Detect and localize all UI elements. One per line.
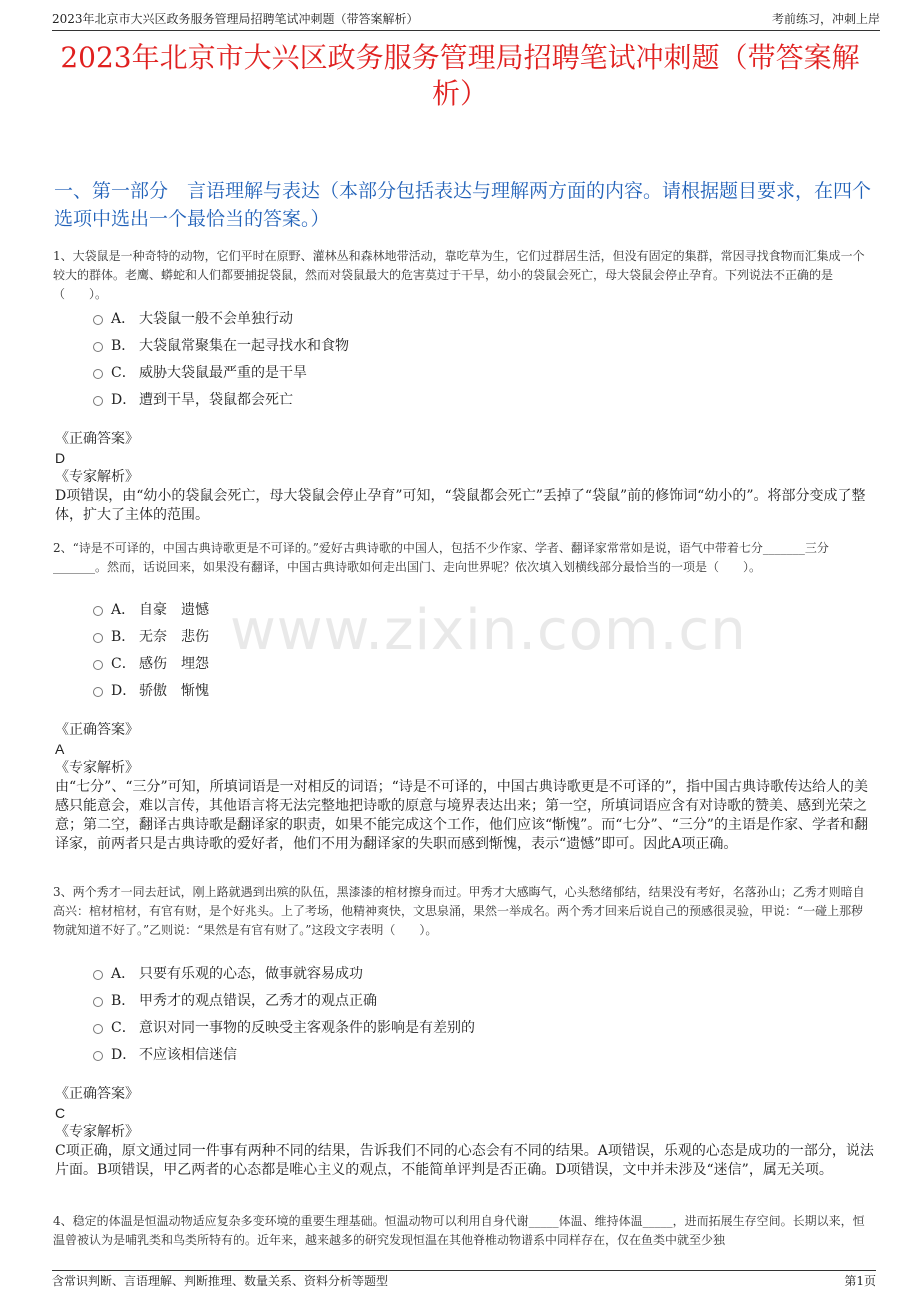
radio-icon[interactable]	[93, 315, 103, 325]
option-b[interactable]: B． 大袋鼠常聚集在一起寻找水和食物	[93, 331, 349, 358]
explanation-text: 由“七分”、“三分”可知，所填词语是一对相反的词语；“诗是不可译的，中国古典诗歌更是不可译的”，指中国古典诗歌传达给人的美感只能意会，难以言传，其他语言将无法完整地把诗歌的原意与境界表达出来；第一空，所填词语应含有对诗歌的赞美、感到光荣之意；第二空，翻译古典诗歌是翻译家的职责，如果不能完成这个工作，他们应该“惭愧”。而“七分”、“三分”的主语是作家、学者和翻译家，前两者只是古典诗歌的爱好者，他们不用为翻译家的失职而感到惭愧，表示“遗憾”即可。因此A项正确。	[55, 779, 868, 852]
radio-icon[interactable]	[93, 997, 103, 1007]
option-d[interactable]: D． 遭到干旱，袋鼠都会死亡	[93, 385, 349, 412]
explanation-label: 《专家解析》	[55, 469, 139, 485]
option-c[interactable]: C． 威胁大袋鼠最严重的是干旱	[93, 358, 349, 385]
question-1-text: 1、大袋鼠是一种奇特的动物，它们平时在原野、灌林丛和森林地带活动，靠吃草为生，它们过群居生活，但没有固定的集群，常因寻找食物而汇集成一个较大的群体。老鹰、蟒蛇和人们都要捕捉袋鼠，然而对袋鼠最大的危害莫过于干旱，幼小的袋鼠会死亡，母大袋鼠会停止孕育。下列说法不正确的是（ ）。	[53, 249, 865, 301]
explanation-text: C项正确，原文通过同一件事有两种不同的结果，告诉我们不同的心态会有不同的结果。A项错误，乐观的心态是成功的一部分，说法片面。B项错误，甲乙两者的心态都是唯心主义的观点，不能简单评判是否正确。D项错误，文中并未涉及“迷信”，属无关项。	[55, 1143, 874, 1178]
page-footer	[52, 1270, 876, 1291]
radio-icon[interactable]	[93, 970, 103, 980]
option-c[interactable]: C． 感伤 埋怨	[93, 649, 209, 676]
option-a[interactable]: A． 大袋鼠一般不会单独行动	[93, 304, 349, 331]
question-1-answer	[55, 429, 874, 525]
radio-icon[interactable]	[93, 633, 103, 643]
radio-icon[interactable]	[93, 342, 103, 352]
radio-icon[interactable]	[93, 606, 103, 616]
question-3-text: 3、两个秀才一同去赶试，刚上路就遇到出殡的队伍，黑漆漆的棺材擦身而过。甲秀才大感晦气，心头愁绪郁结，结果没有考好，名落孙山；乙秀才则暗自高兴：棺材棺材，有官有财，是个好兆头。上了考场，他精神爽快，文思泉涌，果然一举成名。两个秀才回来后说自己的预感很灵验，甲说：“一碰上那秽物就知道不好了。”乙则说：“果然是有官有财了。”这段文字表明（ ）。	[53, 885, 865, 937]
answer-value: C	[55, 1105, 66, 1121]
radio-icon[interactable]	[93, 369, 103, 379]
answer-label: 《正确答案》	[55, 431, 139, 447]
answer-label: 《正确答案》	[55, 722, 139, 738]
explanation-text: D项错误，由“幼小的袋鼠会死亡，母大袋鼠会停止孕育”可知，“袋鼠都会死亡”丢掉了“袋鼠”前的修饰词“幼小的”。将部分变成了整体，扩大了主体的范围。	[55, 488, 866, 523]
page-header	[52, 10, 880, 31]
radio-icon[interactable]	[93, 1024, 103, 1034]
option-c[interactable]: C． 意识对同一事物的反映受主客观条件的影响是有差别的	[93, 1013, 475, 1040]
question-4-text: 4、稳定的体温是恒温动物适应复杂多变环境的重要生理基础。恒温动物可以利用自身代谢_____体温、维持体温_____，进而拓展生存空间。长期以来，恒温曾被认为是哺乳类和鸟类所特有的。近年来，越来越多的研究发现恒温在其他脊椎动物谱系中同样存在，仅在鱼类中就至少独	[53, 1214, 865, 1247]
radio-icon[interactable]	[93, 660, 103, 670]
question-3-answer	[55, 1084, 874, 1180]
explanation-label: 《专家解析》	[55, 1124, 139, 1140]
option-b[interactable]: B． 甲秀才的观点错误，乙秀才的观点正确	[93, 986, 475, 1013]
option-a[interactable]: A． 自豪 遗憾	[93, 595, 209, 622]
question-2-answer	[55, 720, 874, 854]
option-a[interactable]: A． 只要有乐观的心态，做事就容易成功	[93, 959, 475, 986]
question-3-options	[93, 959, 475, 1067]
explanation-label: 《专家解析》	[55, 760, 139, 776]
option-d[interactable]: D． 骄傲 惭愧	[93, 676, 209, 703]
answer-value: D	[55, 450, 66, 466]
answer-value: A	[55, 741, 65, 757]
radio-icon[interactable]	[93, 396, 103, 406]
option-b[interactable]: B． 无奈 悲伤	[93, 622, 209, 649]
section-heading: 一、第一部分 言语理解与表达（本部分包括表达与理解两方面的内容。请根据题目要求，在四个选项中选出一个最恰当的答案。）	[54, 180, 872, 230]
page-number: 第1页	[844, 1274, 876, 1288]
header-doc-title: 2023年北京市大兴区政务服务管理局招聘笔试冲刺题（带答案解析）	[52, 12, 419, 26]
document-title: 2023年北京市大兴区政务服务管理局招聘笔试冲刺题（带答案解析）	[60, 41, 860, 110]
radio-icon[interactable]	[93, 687, 103, 697]
option-d[interactable]: D． 不应该相信迷信	[93, 1040, 475, 1067]
header-slogan: 考前练习，冲刺上岸	[771, 12, 880, 26]
radio-icon[interactable]	[93, 1051, 103, 1061]
question-2-options	[93, 595, 209, 703]
question-2-text: 2、“诗是不可译的，中国古典诗歌更是不可译的。”爱好古典诗歌的中国人，包括不少作家、学者、翻译家常常如是说，语气中带着七分_______三分_______。然而，话说回来，如果没有翻译，中国古典诗歌如何走出国门、走向世界呢？依次填入划横线部分最恰当的一项是（ ）。	[53, 541, 829, 574]
question-1-options	[93, 304, 349, 412]
watermark: www.zixin.com.cn	[230, 598, 747, 663]
footer-note: 含常识判断、言语理解、判断推理、数量关系、资料分析等题型	[52, 1274, 389, 1288]
answer-label: 《正确答案》	[55, 1086, 139, 1102]
